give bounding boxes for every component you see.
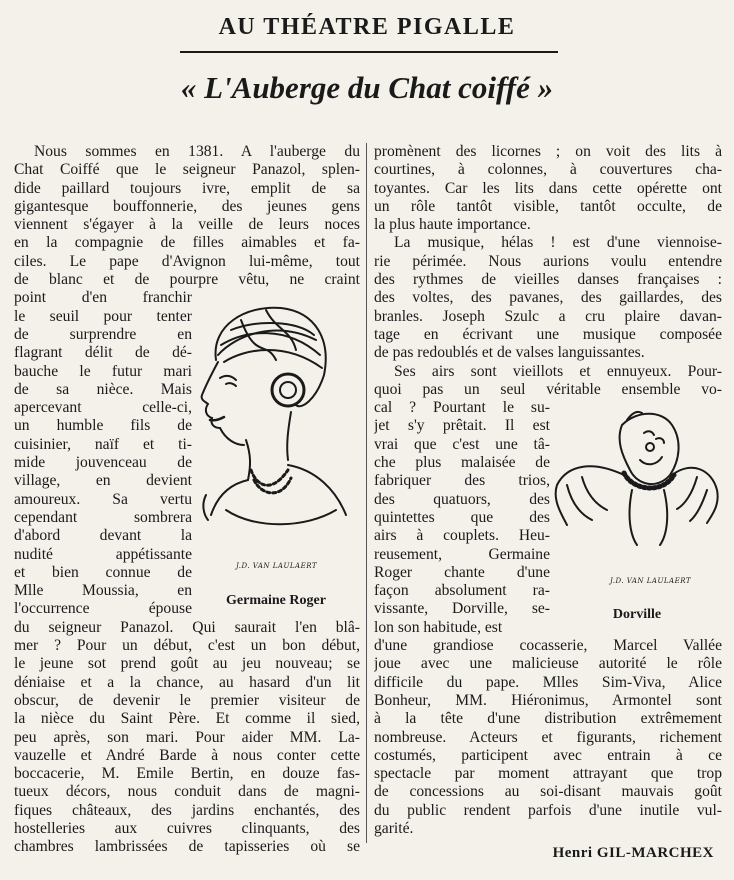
section-heading: AU THÉATRE PIGALLE (218, 14, 516, 40)
text-line: vissante, Dorville, se- (374, 600, 550, 618)
text-line: joue avec une malicieuse autorité le rôle (374, 655, 722, 673)
text-line: cependant sombrera (14, 508, 192, 526)
artist-signature-left: J.D. VAN LAULAERT (236, 562, 318, 570)
text-line: point d'en franchir (14, 289, 192, 307)
text-line: des quatuors, des (374, 490, 550, 508)
artist-signature-right: J.D. VAN LAULAERT (610, 577, 692, 585)
text-line: tueux décors, nous conduit dans de magni- (14, 783, 360, 801)
text-line: de blanc et de pourpre vêtu, ne craint (14, 271, 360, 289)
text-line: quoi pas un seul véritable ensemble vo- (374, 380, 722, 398)
text-line: d'une grandiose cocasserie, Marcel Vallée (374, 637, 722, 655)
text-line: fabriquer des trios, (374, 472, 550, 490)
text-line: viennent s'égayer à la veille de leurs noces (14, 216, 360, 234)
text-line: le jeune sot prend goût au jeu nouveau; se (14, 655, 360, 673)
text-line: mer ? Pour un début, c'est un bon début, (14, 637, 360, 655)
heading-rule (180, 51, 558, 53)
text-line: tage en écrivant une musique composée (374, 325, 722, 343)
text-line: peu après, son mari. Pour aider MM. La- (14, 728, 360, 746)
text-line: garité. (374, 819, 414, 837)
text-line: et bien connue de (14, 563, 192, 581)
text-line: village, en devient (14, 472, 192, 490)
text-line: flagrant délit de dé- (14, 344, 192, 362)
text-line: de pas redoublés et de valses languissantes. (374, 344, 645, 362)
text-line: dide paillard toujours ivre, emplit de sa (14, 179, 360, 197)
text-line: des rythmes de vieilles danses françaises : (374, 271, 722, 289)
text-line: apercevant celle-ci, (14, 399, 192, 417)
text-line: rie périmée. Nous aurions voulu entendre (374, 252, 722, 270)
text-line: lon son habitude, est (374, 618, 503, 636)
germaine-roger-illustration (196, 300, 356, 580)
caption-germaine-roger: Germaine Roger (226, 593, 326, 608)
text-line: Chat Coiffé que le seigneur Panazol, splen- (14, 161, 360, 179)
text-line: Mlle Moussia, en (14, 582, 192, 600)
text-line: branles. Joseph Szulc a cru plaire davan- (374, 307, 722, 325)
text-line: du public rendent parfois d'une inutile vul- (374, 801, 722, 819)
text-line: nudité appétissante (14, 545, 192, 563)
text-line: ciles. Le pape d'Avignon lui-même, tout (14, 252, 360, 270)
text-line: reusement, Germaine (374, 545, 550, 563)
text-line: hostelleries aux cuivres clinquants, des (14, 819, 360, 837)
text-line: à la tête d'une distribution extrêmement (374, 710, 722, 728)
text-line: obscur, de devenir le premier visiteur de (14, 691, 360, 709)
text-line: l'occurrence épouse (14, 600, 192, 618)
text-line: jet s'y prêtait. Il est (374, 417, 550, 435)
text-line: d'abord devant la (14, 527, 192, 545)
text-line: gigantesque bouffonnerie, des jeunes gens (14, 197, 360, 215)
text-line: de concessions au soi-disant mauvais goût (374, 783, 722, 801)
text-line: Bonheur, MM. Hiéronimus, Armontel sont (374, 691, 722, 709)
text-line: un humble fils de (14, 417, 192, 435)
text-line: spectacle par moment attrayant que trop (374, 765, 722, 783)
text-line: vrai que c'est une tâ- (374, 435, 550, 453)
text-line: amoureux. Sa vertu (14, 490, 192, 508)
text-line: chambres lambrissées de tapisseries où se (14, 838, 360, 856)
text-line: promènent des licornes ; on voit des lits à (374, 143, 722, 160)
text-line: quintettes que des (374, 508, 550, 526)
text-line: costumés, participent avec entrain à ce (374, 746, 722, 764)
text-line: La musique, hélas ! est d'une viennoise- (394, 234, 722, 252)
caption-dorville: Dorville (612, 607, 662, 622)
text-line: airs à couplets. Heu- (374, 527, 550, 545)
text-line: vauzelle et André Barde à nous conter cette (14, 746, 360, 764)
text-line: façon absolument ra- (374, 582, 550, 600)
text-line: en la compagnie de filles aimables et fa- (14, 234, 360, 252)
text-line: la plus haute importance. (374, 216, 531, 234)
text-line: un rôle tantôt visible, tantôt occulte, de (374, 197, 722, 215)
text-line: fiques châteaux, des jardins enchantés, des (14, 801, 360, 819)
text-line: la nièce du Saint Père. Et comme il sied, (14, 710, 360, 728)
text-line: mide jouvenceau de (14, 454, 192, 472)
text-line: courtines, à colonnes, à couvertures cha- (374, 161, 722, 179)
author-byline: Henri GIL-MARCHEX (552, 845, 714, 861)
text-line: Nous sommes en 1381. A l'auberge du (34, 143, 360, 160)
text-line: du seigneur Panazol. Qui saurait l'en blâ- (14, 618, 360, 636)
text-line: boccacerie, M. Emile Bertin, en douze fas- (14, 765, 360, 783)
text-line: le seuil pour tenter (14, 307, 192, 325)
article-title: « L'Auberge du Chat coiffé » (180, 70, 554, 105)
text-line: difficile du pape. Mlles Sim-Viva, Alice (374, 673, 722, 691)
text-line: des voltes, des pavanes, des gaillardes, des (374, 289, 722, 307)
text-line: de sa nièce. Mais (14, 380, 192, 398)
text-line: Roger chante d'une (374, 563, 550, 581)
text-line: Ses airs sont vieillots et ennuyeux. Pour- (394, 362, 722, 380)
dorville-illustration (552, 405, 722, 595)
text-line: de surprendre en (14, 325, 192, 343)
text-line: cuisinier, naïf et ti- (14, 435, 192, 453)
text-line: che plus malaisée de (374, 454, 550, 472)
text-line: nombreuse. Acteurs et figurants, richement (374, 728, 722, 746)
text-line: cal ? Pourtant le su- (374, 399, 550, 417)
text-line: bauche le futur mari (14, 362, 192, 380)
text-line: déniaise et a la chance, au hasard d'un lit (14, 673, 360, 691)
text-line: toyantes. Car les lits dans cette opérette ont (374, 179, 722, 197)
column-divider (366, 143, 367, 843)
